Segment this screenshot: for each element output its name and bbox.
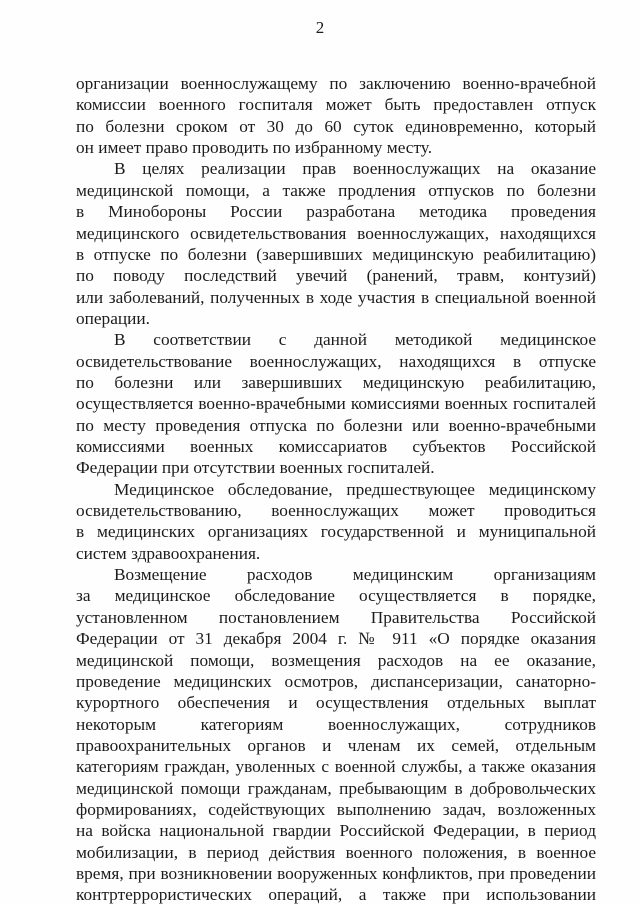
text-line: или заболеваний, полученных в ходе участия в специальной военной xyxy=(76,287,596,307)
text-line: по месту проведения отпуска по болезни или военно-врачебными xyxy=(76,415,596,435)
text-line: мобилизации, в период действия военного положения, в военное xyxy=(76,842,596,862)
text-line: категориям граждан, уволенных с военной службы, а также оказания xyxy=(76,757,596,777)
text-line: по болезни сроком от 30 до 60 суток единовременно, который xyxy=(76,116,596,136)
text-line: он имеет право проводить по избранному месту. xyxy=(76,138,433,158)
text-line: комиссиями военных комиссариатов субъектов Российской xyxy=(76,437,596,456)
text-line: систем здравоохранения. xyxy=(76,543,261,563)
text-line: В соответствии с данной методикой медицинское xyxy=(114,330,596,350)
text-line: Федерации при отсутствии военных госпиталей. xyxy=(76,458,435,478)
text-line: курортного обеспечения и осуществления отдельных выплат xyxy=(76,693,596,713)
text-line: правоохранительных органов и членам их семей, отдельным xyxy=(76,735,596,755)
text-line: контртеррористических операций, а также при использовании xyxy=(76,885,596,905)
text-line: операции. xyxy=(76,308,150,328)
text-line: по болезни или завершивших медицинскую реабилитацию, xyxy=(76,372,596,392)
text-line: комиссии военного госпиталя может быть предоставлен отпуск xyxy=(76,95,596,115)
text-line: формированиях, содействующих выполнению задач, возложенных xyxy=(76,799,596,819)
text-line: время, при возникновении вооруженных конфликтов, при проведении xyxy=(76,864,596,883)
text-line: организации военнослужащему по заключению военно-врачебной xyxy=(76,74,596,93)
text-line: в Минобороны России разработана методика проведения xyxy=(76,202,596,222)
text-line: медицинской помощи, возмещения расходов на ее оказание, xyxy=(76,650,596,670)
text-line: Медицинское обследование, предшествующее медицинскому xyxy=(114,479,596,499)
text-line: медицинской помощи, а также продления отпусков по болезни xyxy=(76,180,596,200)
text-line: за медицинское обследование осуществляется в порядке, xyxy=(76,586,596,606)
text-line: на войска национальной гвардии Российской Федерации, в период xyxy=(76,821,596,841)
text-line: в медицинских организациях государственной и муниципальной xyxy=(76,522,596,542)
text-line: по поводу последствий увечий (ранений, травм, контузий) xyxy=(76,266,596,286)
text-line: осуществляется военно-врачебными комиссиями военных госпиталей xyxy=(76,394,596,414)
text-line: установленном постановлением Правительства Российской xyxy=(76,607,596,627)
text-line: освидетельствование военнослужащих, находящихся в отпуске xyxy=(76,351,596,371)
text-line: некоторым категориям военнослужащих, сотрудников xyxy=(76,714,596,734)
text-line: проведение медицинских осмотров, диспансеризации, санаторно- xyxy=(76,671,596,691)
text-line: освидетельствованию, военнослужащих может проводиться xyxy=(76,501,596,520)
text-line: В целях реализации прав военнослужащих на оказание xyxy=(114,159,596,179)
page-number: 2 xyxy=(315,18,325,37)
text-line: Федерации от 31 декабря 2004 г. № 911 «О порядке оказания xyxy=(76,629,596,649)
text-line: в отпуске по болезни (завершивших медицинскую реабилитацию) xyxy=(76,244,596,264)
text-line: медицинской помощи гражданам, пребывающим в добровольческих xyxy=(76,778,596,798)
text-line: Возмещение расходов медицинским организациям xyxy=(114,565,596,584)
text-line: медицинского освидетельствования военнослужащих, находящихся xyxy=(76,223,596,243)
